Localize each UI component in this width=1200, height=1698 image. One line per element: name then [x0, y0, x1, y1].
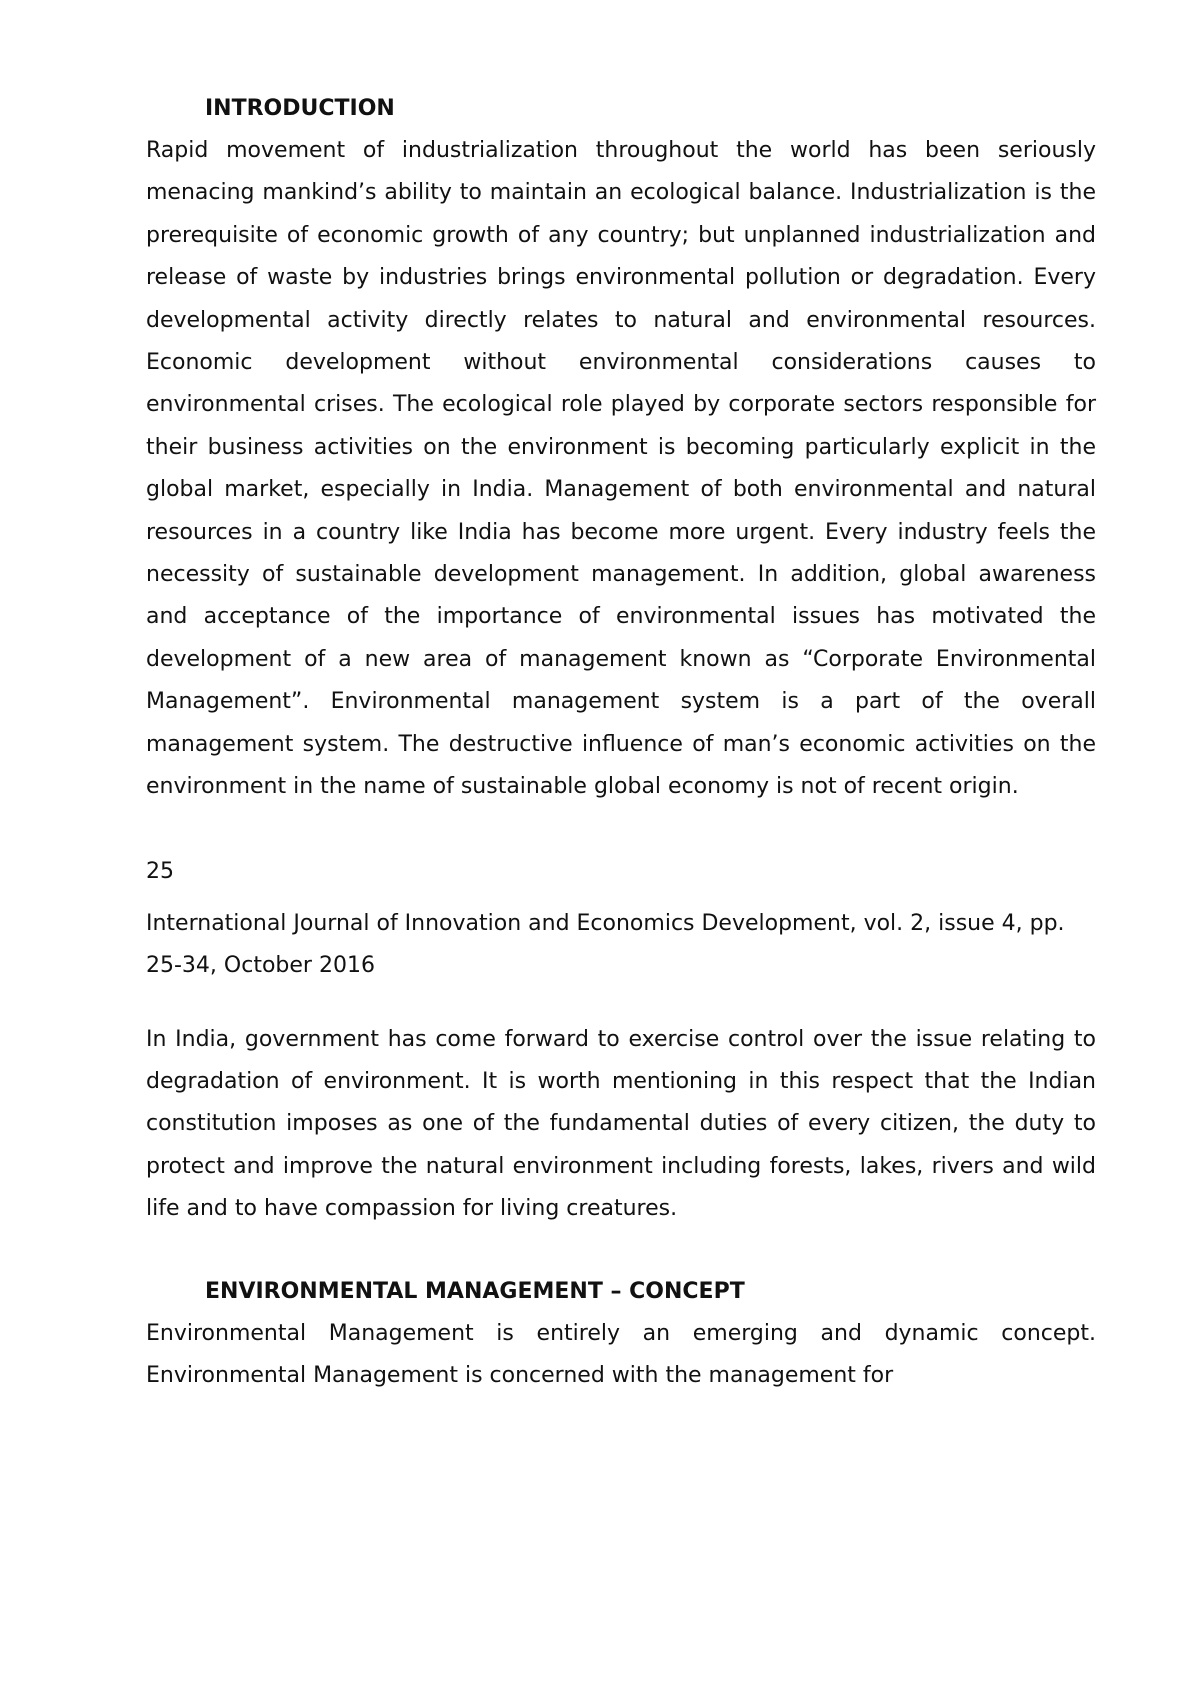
introduction-heading: INTRODUCTION [205, 96, 395, 121]
india-paragraph: In India, government has come forward to exercise control over the issue relating to degradation of environment. It is worth mentioning in this respect that the Indian constitution imposes as one of the fundamental duties of every citizen, the duty to protect and improve the natural environment including forests, lakes, rivers and wild life and to have compassion for living creatures. [146, 1026, 1096, 1222]
concept-heading: ENVIRONMENTAL MANAGEMENT – CONCEPT [205, 1278, 745, 1304]
concept-paragraph: Environmental Management is entirely an emerging and dynamic concept. Environmental Management is concerned with the management for [146, 1320, 1096, 1388]
page-number: 25 [146, 858, 174, 884]
document-page [146, 88, 1096, 1397]
introduction-paragraph: Rapid movement of industrialization throughout the world has been seriously menacing mankind’s ability to maintain an ecological balance. Industrialization is the prerequisite of economic growth of any country; but unplanned industrialization and release of waste by industries brings environmental pollution or degradation. Every developmental activity directly relates to natural and environmental resources. Economic development without environmental considerations causes to environmental crises. The ecological role played by corporate sectors responsible for their business activities on the environment is becoming particularly explicit in the global market, especially in India. Management of both environmental and natural resources in a country like India has become more urgent. Every industry feels the necessity of sustainable development management. In addition, global awareness and acceptance of the importance of environmental issues has motivated the development of a new area of management known as “Corporate Environmental Management”. Environmental management system is a part of the overall management system. The destructive influence of man’s economic activities on the environment in the name of sustainable global economy is not of recent origin. [146, 138, 1096, 800]
journal-citation: International Journal of Innovation and Economics Development, vol. 2, issue 4, pp. 25-34, October 2016 [146, 910, 1065, 978]
